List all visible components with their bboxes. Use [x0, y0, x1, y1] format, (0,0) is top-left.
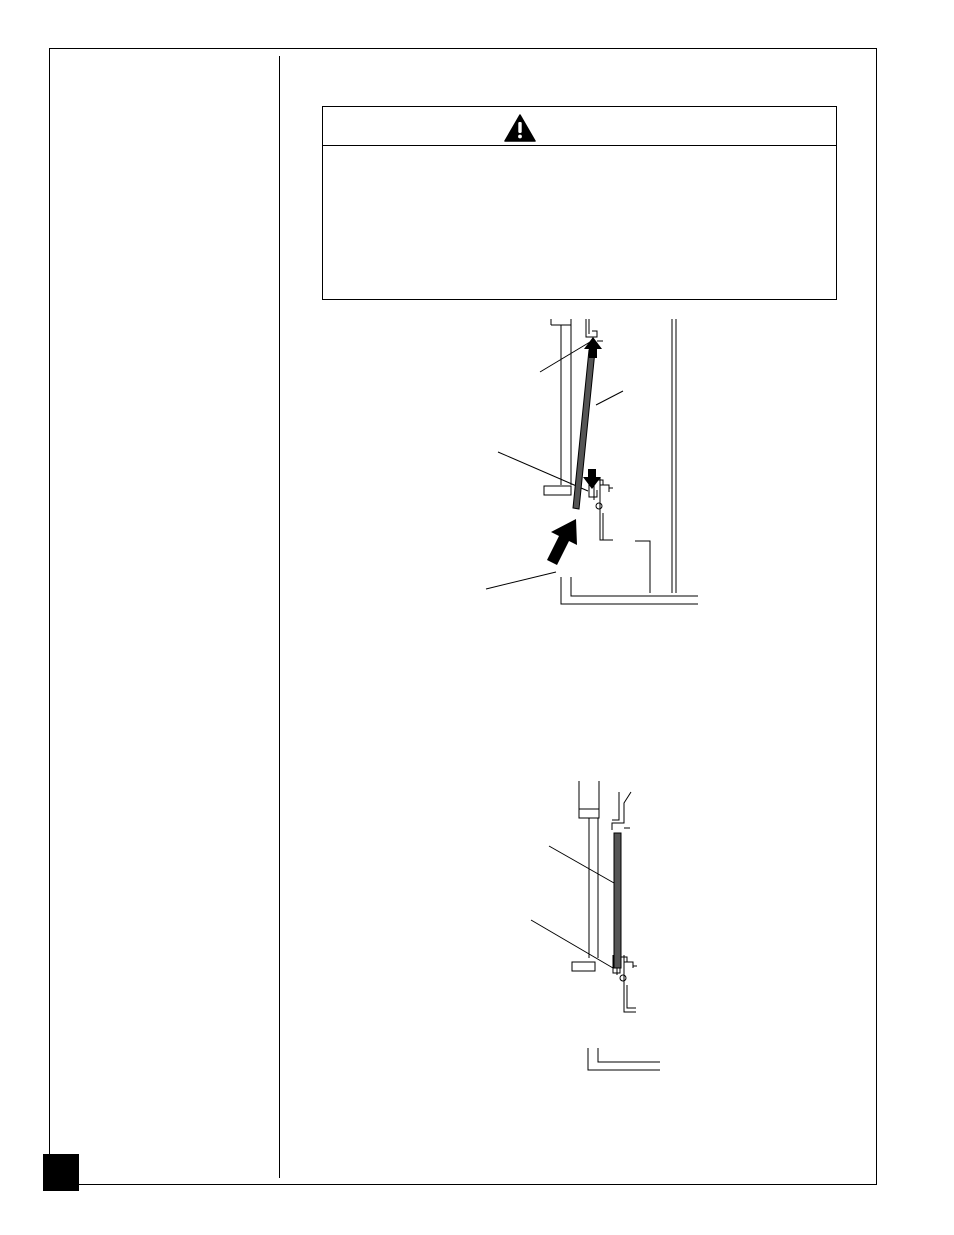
- left-frame-member: [551, 319, 571, 485]
- clip-screw: [596, 503, 602, 509]
- callout-panel: [596, 391, 623, 405]
- push-arrow-icon: [547, 519, 577, 565]
- left-frame-member: [579, 781, 599, 958]
- warning-body: [323, 146, 836, 300]
- callout-top-clip: [540, 342, 590, 372]
- callout-lower-clip: [531, 920, 613, 968]
- installing-panel-figure: [470, 310, 710, 610]
- callout-panel: [549, 846, 614, 883]
- warning-box: [322, 106, 837, 300]
- top-clip: [586, 319, 597, 337]
- glass-panel: [614, 833, 621, 968]
- up-arrow-icon: [584, 337, 602, 358]
- page-number-tab: [43, 1154, 79, 1191]
- warning-header: [323, 107, 836, 146]
- installed-panel-figure: [520, 770, 670, 1080]
- base-floor: [561, 577, 698, 604]
- down-arrow-icon: [583, 469, 601, 489]
- column-divider: [279, 56, 280, 1178]
- lower-block: [572, 962, 595, 971]
- base-floor: [588, 1048, 660, 1070]
- firebox-wall: [635, 319, 676, 593]
- lower-block: [544, 486, 571, 495]
- warning-triangle-icon: [504, 114, 536, 142]
- top-clip: [612, 792, 631, 830]
- callout-base: [486, 572, 556, 589]
- clip-screw: [620, 975, 626, 981]
- callout-lower-clip: [498, 452, 588, 491]
